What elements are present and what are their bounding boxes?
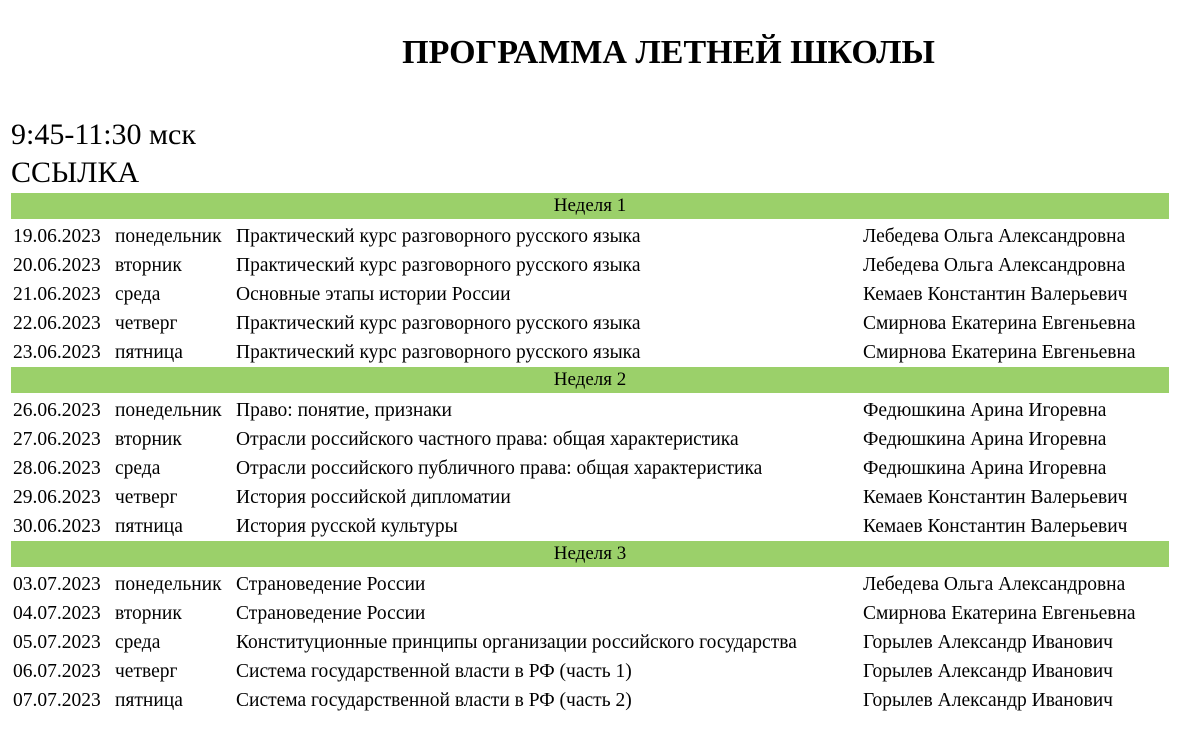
lesson-date: 26.06.2023	[13, 400, 101, 421]
week-header: Неделя 2	[11, 367, 1169, 393]
lesson-weekday: вторник	[115, 429, 182, 450]
lesson-teacher: Лебедева Ольга Александровна	[863, 574, 1126, 595]
lesson-date: 20.06.2023	[13, 255, 101, 276]
schedule-table	[11, 193, 1169, 715]
lesson-topic: Конституционные принципы организации российского государства	[236, 632, 797, 653]
lesson-date: 04.07.2023	[13, 603, 101, 624]
lesson-teacher: Федюшкина Арина Игоревна	[863, 400, 1107, 421]
week-header: Неделя 1	[11, 193, 1169, 219]
session-time: 9:45-11:30 мск	[11, 118, 196, 151]
lesson-date: 19.06.2023	[13, 226, 101, 247]
table-row	[11, 309, 1169, 338]
lesson-topic: Практический курс разговорного русского языка	[236, 226, 641, 247]
lesson-weekday: среда	[115, 284, 161, 305]
page-title: ПРОГРАММА ЛЕТНЕЙ ШКОЛЫ	[402, 34, 935, 71]
table-row	[11, 570, 1169, 599]
lesson-date: 21.06.2023	[13, 284, 101, 305]
lesson-topic: Право: понятие, признаки	[236, 400, 452, 421]
lesson-topic: Система государственной власти в РФ (часть 1)	[236, 661, 632, 682]
table-row	[11, 628, 1169, 657]
lesson-date: 06.07.2023	[13, 661, 101, 682]
table-row	[11, 454, 1169, 483]
lesson-weekday: пятница	[115, 516, 183, 537]
lesson-date: 05.07.2023	[13, 632, 101, 653]
lesson-teacher: Лебедева Ольга Александровна	[863, 226, 1126, 247]
table-row	[11, 280, 1169, 309]
lesson-topic: История русской культуры	[236, 516, 458, 537]
lesson-teacher: Кемаев Константин Валерьевич	[863, 516, 1128, 537]
lesson-date: 23.06.2023	[13, 342, 101, 363]
lesson-date: 29.06.2023	[13, 487, 101, 508]
lesson-weekday: четверг	[115, 487, 178, 508]
lesson-teacher: Горылев Александр Иванович	[863, 632, 1113, 653]
lesson-weekday: среда	[115, 458, 161, 479]
lesson-teacher: Кемаев Константин Валерьевич	[863, 284, 1128, 305]
lesson-weekday: понедельник	[115, 400, 222, 421]
lesson-teacher: Федюшкина Арина Игоревна	[863, 458, 1107, 479]
lesson-date: 28.06.2023	[13, 458, 101, 479]
lesson-teacher: Федюшкина Арина Игоревна	[863, 429, 1107, 450]
lesson-weekday: понедельник	[115, 226, 222, 247]
table-row	[11, 483, 1169, 512]
table-row	[11, 512, 1169, 541]
lesson-topic: Практический курс разговорного русского языка	[236, 313, 641, 334]
lesson-topic: История российской дипломатии	[236, 487, 511, 508]
table-row	[11, 425, 1169, 454]
week-header: Неделя 3	[11, 541, 1169, 567]
lesson-weekday: среда	[115, 632, 161, 653]
lesson-topic: Практический курс разговорного русского языка	[236, 255, 641, 276]
lesson-topic: Практический курс разговорного русского языка	[236, 342, 641, 363]
lesson-topic: Отрасли российского частного права: общая характеристика	[236, 429, 739, 450]
table-row	[11, 599, 1169, 628]
lesson-date: 30.06.2023	[13, 516, 101, 537]
lesson-weekday: понедельник	[115, 574, 222, 595]
lesson-topic: Основные этапы истории России	[236, 284, 511, 305]
lesson-teacher: Горылев Александр Иванович	[863, 661, 1113, 682]
link[interactable]: ССЫЛКА	[11, 156, 140, 189]
lesson-teacher: Горылев Александр Иванович	[863, 690, 1113, 711]
lesson-date: 27.06.2023	[13, 429, 101, 450]
table-row	[11, 338, 1169, 367]
table-row	[11, 396, 1169, 425]
lesson-date: 07.07.2023	[13, 690, 101, 711]
lesson-teacher: Смирнова Екатерина Евгеньевна	[863, 342, 1136, 363]
lesson-weekday: вторник	[115, 255, 182, 276]
lesson-date: 03.07.2023	[13, 574, 101, 595]
table-row	[11, 686, 1169, 715]
lesson-weekday: вторник	[115, 603, 182, 624]
table-row	[11, 251, 1169, 280]
table-row	[11, 657, 1169, 686]
lesson-weekday: четверг	[115, 661, 178, 682]
lesson-topic: Система государственной власти в РФ (часть 2)	[236, 690, 632, 711]
lesson-topic: Отрасли российского публичного права: общая характеристика	[236, 458, 763, 479]
lesson-teacher: Лебедева Ольга Александровна	[863, 255, 1126, 276]
lesson-teacher: Кемаев Константин Валерьевич	[863, 487, 1128, 508]
lesson-teacher: Смирнова Екатерина Евгеньевна	[863, 313, 1136, 334]
lesson-weekday: четверг	[115, 313, 178, 334]
lesson-weekday: пятница	[115, 342, 183, 363]
lesson-topic: Страноведение России	[236, 574, 426, 595]
lesson-topic: Страноведение России	[236, 603, 426, 624]
table-row	[11, 222, 1169, 251]
lesson-date: 22.06.2023	[13, 313, 101, 334]
lesson-weekday: пятница	[115, 690, 183, 711]
lesson-teacher: Смирнова Екатерина Евгеньевна	[863, 603, 1136, 624]
